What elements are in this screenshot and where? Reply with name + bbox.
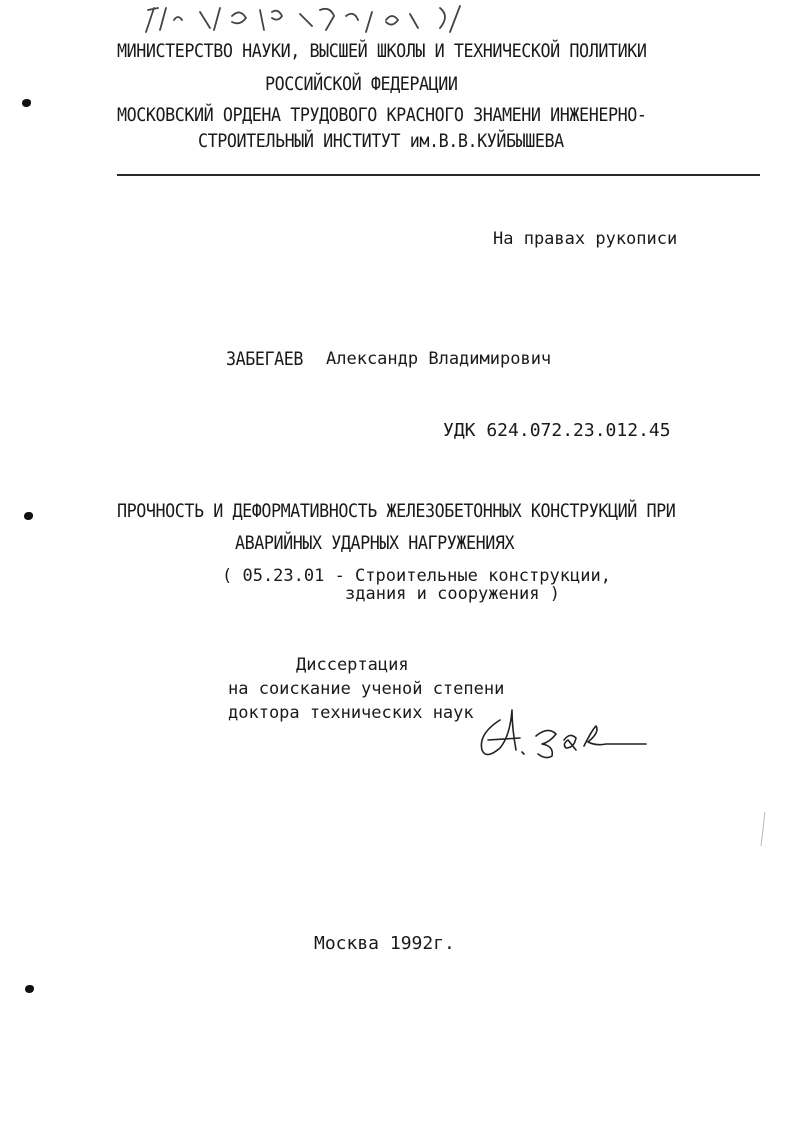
handwritten-archive-mark xyxy=(140,2,480,36)
udc-code: УДК 624.072.23.012.45 xyxy=(443,420,671,441)
degree-purpose: на соискание ученой степени xyxy=(228,679,505,699)
punch-hole-middle xyxy=(24,512,33,520)
author-surname: ЗАБЕГАЕВ xyxy=(226,348,304,370)
degree-type: Диссертация xyxy=(296,655,409,675)
stray-pencil-mark xyxy=(755,810,775,850)
punch-hole-top xyxy=(22,99,31,107)
federation-line: РОССИЙСКОЙ ФЕДЕРАЦИИ xyxy=(265,73,458,95)
degree-field: доктора технических наук xyxy=(228,703,474,723)
dissertation-title-line-1: ПРОЧНОСТЬ И ДЕФОРМАТИВНОСТЬ ЖЕЛЕЗОБЕТОННЫХ КОНСТРУКЦИЙ ПРИ xyxy=(117,500,676,522)
specialty-line-2: здания и сооружения ) xyxy=(345,584,560,604)
city-year: Москва 1992г. xyxy=(314,933,455,954)
dissertation-title-line-2: АВАРИЙНЫХ УДАРНЫХ НАГРУЖЕНИЯХ xyxy=(235,532,515,554)
specialty-line-1: ( 05.23.01 - Строительные конструкции, xyxy=(222,566,611,586)
author-signature xyxy=(470,700,650,770)
punch-hole-bottom xyxy=(25,985,34,993)
institute-line-2: СТРОИТЕЛЬНЫЙ ИНСТИТУТ им.В.В.КУЙБЫШЕВА xyxy=(198,130,564,152)
author-given-names: Александр Владимирович xyxy=(326,349,552,369)
ministry-line: МИНИСТЕРСТВО НАУКИ, ВЫСШЕЙ ШКОЛЫ И ТЕХНИЧЕСКОЙ ПОЛИТИКИ xyxy=(117,40,647,62)
institute-line-1: МОСКОВСКИЙ ОРДЕНА ТРУДОВОГО КРАСНОГО ЗНАМЕНИ ИНЖЕНЕРНО- xyxy=(117,104,647,126)
rights-note: На правах рукописи xyxy=(493,229,678,249)
header-divider xyxy=(117,174,760,176)
